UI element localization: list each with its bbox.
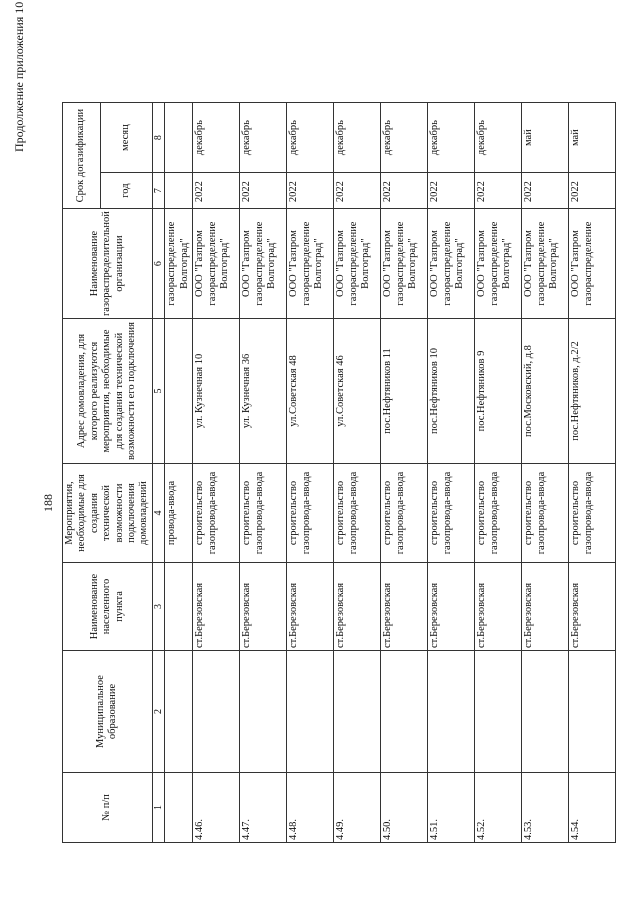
cell-measures: строительство газопровода-ввода xyxy=(334,464,381,563)
table-row xyxy=(428,103,475,843)
cell-org: ООО "Газпром газораспределение Волгоград" xyxy=(240,209,287,319)
cell-num: 4.50. xyxy=(381,773,428,843)
cell-municipality xyxy=(428,651,475,773)
cell-month: май xyxy=(569,103,616,173)
cell-measures: строительство газопровода-ввода xyxy=(193,464,240,563)
cell-year: 2022 xyxy=(334,173,381,209)
cell-year: 2022 xyxy=(522,173,569,209)
cell-measures: строительство газопровода-ввода xyxy=(522,464,569,563)
cell-address: пос.Нефтяников 11 xyxy=(381,319,428,464)
cell-num: 4.54. xyxy=(569,773,616,843)
col-number: 8 xyxy=(152,103,165,173)
cell-municipality xyxy=(381,651,428,773)
col-number: 1 xyxy=(152,773,165,843)
cell-month: декабрь xyxy=(475,103,522,173)
cell-address: ул. Кузнечная 36 xyxy=(240,319,287,464)
header-row xyxy=(63,103,101,843)
header-org: Наименование газораспределительной организации xyxy=(63,209,153,319)
cell-month: декабрь xyxy=(381,103,428,173)
cell-org: ООО "Газпром газораспределение Волгоград" xyxy=(193,209,240,319)
cell-num: 4.48. xyxy=(287,773,334,843)
header-settlement: Наименование населенного пункта xyxy=(63,563,153,651)
header-deadline: Срок догазификации xyxy=(63,103,101,209)
cell-settlement: ст.Березовская xyxy=(193,563,240,651)
cell-municipality xyxy=(569,651,616,773)
col-number: 5 xyxy=(152,319,165,464)
cell-measures: провода-ввода xyxy=(165,464,193,563)
cell-org: ООО "Газпром газораспределение Волгоград" xyxy=(334,209,381,319)
table-row xyxy=(240,103,287,843)
cell-settlement: ст.Березовская xyxy=(334,563,381,651)
cell-settlement: ст.Березовская xyxy=(522,563,569,651)
header-year: год xyxy=(100,173,152,209)
cell-org: ООО "Газпром газораспределение Волгоград" xyxy=(522,209,569,319)
cell-municipality xyxy=(240,651,287,773)
cell-measures: строительство газопровода-ввода xyxy=(428,464,475,563)
cell-measures: строительство газопровода-ввода xyxy=(569,464,616,563)
cell-month: декабрь xyxy=(240,103,287,173)
header-address: Адрес домовладения, для которого реализуются мероприятия, необходимые для создания технической возможности его подключения xyxy=(63,319,153,464)
table-row xyxy=(381,103,428,843)
cell-month: декабрь xyxy=(287,103,334,173)
cell-org: ООО "Газпром газораспределение Волгоград" xyxy=(428,209,475,319)
cell-measures: строительство газопровода-ввода xyxy=(381,464,428,563)
page-number: 188 xyxy=(41,494,55,512)
col-number: 3 xyxy=(152,563,165,651)
cell-org: ООО "Газпром газораспределение Волгоград" xyxy=(287,209,334,319)
cell-org: ООО "Газпром газораспределение Волгоград" xyxy=(475,209,522,319)
cell-num: 4.53. xyxy=(522,773,569,843)
table-row xyxy=(475,103,522,843)
cell-num: 4.49. xyxy=(334,773,381,843)
cell-num: 4.46. xyxy=(193,773,240,843)
cell-num: 4.52. xyxy=(475,773,522,843)
appendix-caption: Продолжение приложения 10 xyxy=(12,1,26,152)
table-row xyxy=(569,103,616,843)
continuation-row xyxy=(165,103,193,843)
cell-year: 2022 xyxy=(381,173,428,209)
cell-municipality xyxy=(334,651,381,773)
header-measures: Мероприятия, необходимые для создания технической возможности подключения домовладений xyxy=(63,464,153,563)
col-number: 7 xyxy=(152,173,165,209)
cell-settlement: ст.Березовская xyxy=(569,563,616,651)
cell-num: 4.47. xyxy=(240,773,287,843)
table-row xyxy=(287,103,334,843)
cell-settlement: ст.Березовская xyxy=(475,563,522,651)
cell-org: газораспределение Волгоград" xyxy=(165,209,193,319)
cell-settlement: ст.Березовская xyxy=(381,563,428,651)
cell-address: ул.Советская 48 xyxy=(287,319,334,464)
cell-address: пос.Нефтяников 9 xyxy=(475,319,522,464)
cell-year: 2022 xyxy=(193,173,240,209)
table-row xyxy=(193,103,240,843)
table-row xyxy=(522,103,569,843)
header-municipality: Муниципальное образование xyxy=(63,651,153,773)
col-number: 6 xyxy=(152,209,165,319)
cell-year: 2022 xyxy=(240,173,287,209)
cell-month: декабрь xyxy=(334,103,381,173)
cell-settlement: ст.Березовская xyxy=(240,563,287,651)
gasification-table xyxy=(62,102,616,843)
cell-settlement: ст.Березовская xyxy=(428,563,475,651)
cell-municipality xyxy=(475,651,522,773)
cell-municipality xyxy=(287,651,334,773)
cell-address: пос.Нефтяников, д.2/2 xyxy=(569,319,616,464)
cell-org: ООО "Газпром газораспределение xyxy=(569,209,616,319)
cell-org: ООО "Газпром газораспределение Волгоград" xyxy=(381,209,428,319)
cell-month: декабрь xyxy=(193,103,240,173)
cell-address: ул. Кузнечная 10 xyxy=(193,319,240,464)
cell-year: 2022 xyxy=(569,173,616,209)
cell-municipality xyxy=(193,651,240,773)
cell-month: май xyxy=(522,103,569,173)
column-number-row xyxy=(152,103,165,843)
cell-municipality xyxy=(522,651,569,773)
header-month: месяц xyxy=(100,103,152,173)
cell-address: пос.Московский, д.8 xyxy=(522,319,569,464)
cell-measures: строительство газопровода-ввода xyxy=(287,464,334,563)
cell-settlement: ст.Березовская xyxy=(287,563,334,651)
cell-address: ул.Советская 46 xyxy=(334,319,381,464)
cell-month: декабрь xyxy=(428,103,475,173)
cell-measures: строительство газопровода-ввода xyxy=(475,464,522,563)
cell-year: 2022 xyxy=(475,173,522,209)
col-number: 4 xyxy=(152,464,165,563)
cell-address: пос.Нефтяников 10 xyxy=(428,319,475,464)
header-num: № п/п xyxy=(63,773,153,843)
cell-year: 2022 xyxy=(287,173,334,209)
table-row xyxy=(334,103,381,843)
cell-year: 2022 xyxy=(428,173,475,209)
cell-num: 4.51. xyxy=(428,773,475,843)
cell-measures: строительство газопровода-ввода xyxy=(240,464,287,563)
col-number: 2 xyxy=(152,651,165,773)
